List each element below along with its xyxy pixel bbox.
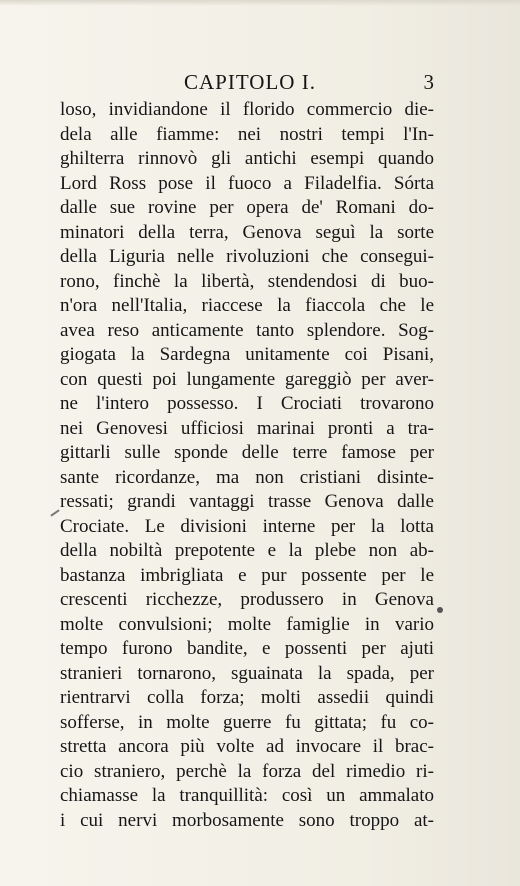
text-line: n'ora nell'Italia, riaccese la fiaccola che le (60, 295, 434, 316)
text-line: stretta ancora più volte ad invocare il brac- (60, 736, 434, 757)
text-line: cio straniero, perchè la forza del rimedio ri- (60, 760, 434, 782)
text-line: stranieri tornarono, sguainata la spada, per (60, 662, 434, 684)
text-line: della Liguria nelle rivoluzioni che consegui- (60, 246, 434, 267)
text-line: dela alle fiamme: nei nostri tempi l'In- (60, 123, 434, 145)
page-top-edge (0, 0, 520, 6)
text-line: rientrarvi colla forza; molti assedii quindi (60, 687, 434, 708)
page-header (60, 70, 434, 100)
text-line: ghilterra rinnovò gli antichi esempi quando (60, 148, 434, 169)
text-line: giogata la Sardegna unitamente coi Pisani, (60, 344, 434, 365)
text-line: minatori della terra, Genova seguì la sorte (60, 221, 434, 243)
text-line: sante ricordanze, ma non cristiani disinte- (60, 466, 434, 488)
running-head: CAPITOLO I. (184, 70, 316, 94)
text-line: Lord Ross pose il fuoco a Filadelfia. Sórta (60, 172, 434, 194)
text-line: molte convulsioni; molte famiglie in vario (60, 613, 434, 635)
body-text (60, 98, 434, 833)
text-line: della nobiltà prepotente e la plebe non ab- (60, 540, 434, 561)
text-line: crescenti ricchezze, produssero in Genova (60, 589, 434, 610)
text-line: dalle sue rovine per opera de' Romani do- (60, 197, 434, 218)
text-line: ressati; grandi vantaggi trasse Genova dalle (60, 491, 434, 512)
text-line: ne l'intero possesso. I Crociati trovarono (60, 393, 434, 414)
text-line: Crociate. Le divisioni interne per la lotta (60, 515, 434, 537)
page-number: 3 (423, 70, 434, 94)
text-line: loso, invidiandone il florido commercio die- (60, 99, 434, 120)
text-line: tempo furono bandite, e possenti per ajuti (60, 638, 434, 659)
text-line: bastanza imbrigliata e pur possente per le (60, 564, 434, 586)
text-line: avea reso anticamente tanto splendore. Sog- (60, 319, 434, 341)
text-line: chiamasse la tranquillità: così un ammalato (60, 785, 434, 806)
text-line: con questi poi lungamente gareggiò per aver- (60, 368, 434, 390)
margin-mark (50, 509, 59, 516)
text-line: gittarli sulle sponde delle terre famose per (60, 442, 434, 463)
ink-speck (437, 607, 443, 613)
text-line: sofferse, in molte guerre fu gittata; fu co- (60, 711, 434, 733)
text-line: rono, finchè la libertà, stendendosi di buo- (60, 270, 434, 292)
text-line: i cui nervi morbosamente sono troppo at- (60, 809, 434, 831)
text-line: nei Genovesi ufficiosi marinai pronti a tra- (60, 417, 434, 439)
